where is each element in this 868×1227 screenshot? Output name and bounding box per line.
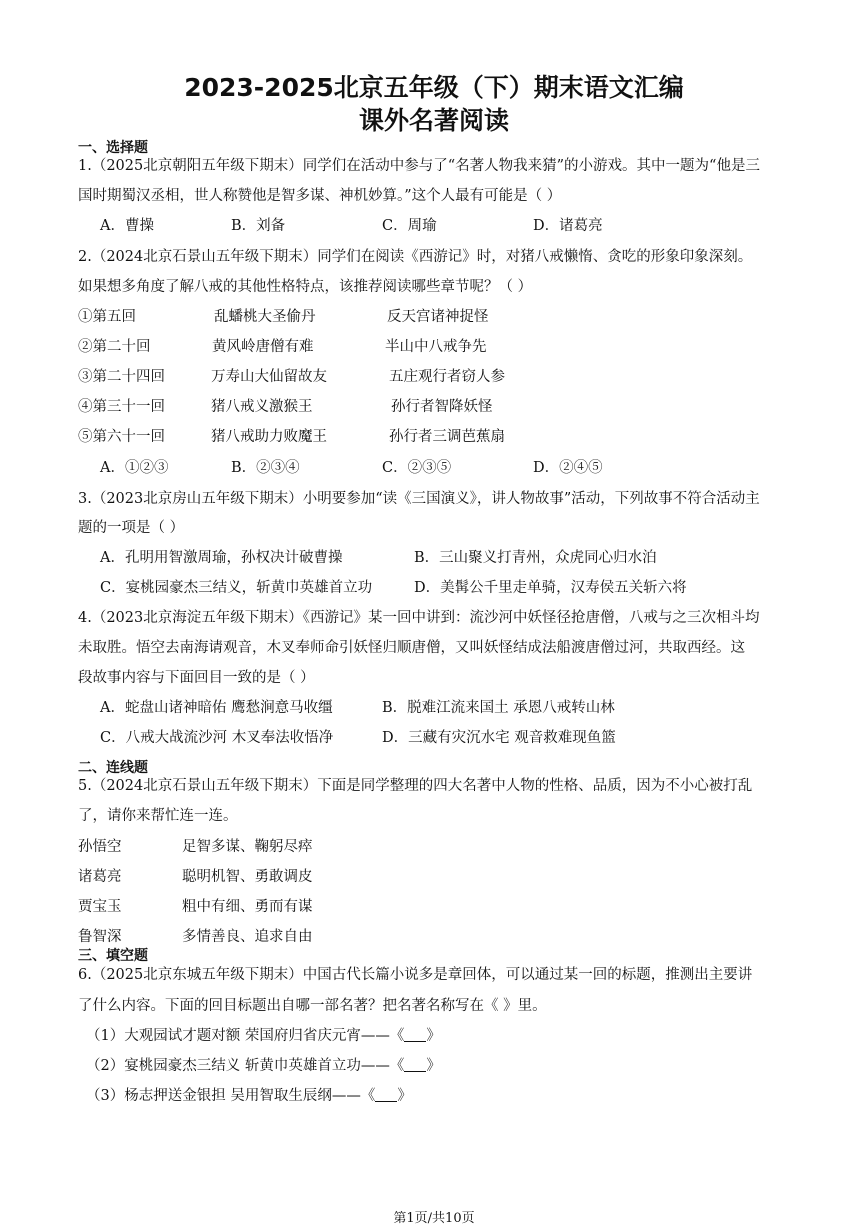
q2-option-a: A．①②③ — [100, 460, 169, 476]
q4-option-a: A．蛇盘山诸神暗佑 鹰愁涧意马收缰 — [100, 700, 333, 716]
q6-item — [86, 1084, 412, 1105]
q2-chapter-num: ③第二十四回 — [78, 369, 165, 385]
question-3-line-2: 题的一项是（ ） — [78, 520, 185, 536]
q2-chapter-num: ②第二十回 — [78, 339, 151, 355]
q3-option-a: A．孔明用智激周瑜，孙权决计破曹操 — [100, 550, 343, 566]
section-heading-choice: 一、选择题 — [78, 140, 148, 156]
question-4-line-3: 段故事内容与下面回目一致的是（ ） — [78, 670, 315, 686]
answer-blank[interactable] — [375, 1087, 397, 1103]
q2-chapter-title-a: 猪八戒义激猴王 — [211, 399, 313, 415]
question-5-line-2: 了，请你来帮忙连一连。 — [78, 808, 238, 824]
q6-item-text: （3）杨志押送金银担 吴用智取生辰纲——《 — [86, 1088, 376, 1104]
section-heading-matching: 二、连线题 — [78, 760, 148, 776]
q2-chapter-title-b: 半山中八戒争先 — [385, 339, 487, 355]
q4-option-c: C．八戒大战流沙河 木叉奉法收悟净 — [100, 730, 334, 746]
q5-trait: 足智多谋、鞠躬尽瘁 — [182, 839, 313, 855]
q6-item — [86, 1024, 441, 1045]
q2-chapter-title-b: 孙行者智降妖怪 — [391, 399, 493, 415]
q6-item-text: （2）宴桃园豪杰三结义 斩黄巾英雄首立功——《 — [86, 1058, 405, 1074]
question-4-line-1: 4.（2023北京海淀五年级下期末）《西游记》某一回中讲到：流沙河中妖怪径抢唐僧，八戒与之三次相斗均 — [78, 610, 760, 626]
question-4-line-2: 未取胜。悟空去南海请观音，木叉奉师命引妖怪归顺唐僧，又叫妖怪结成法船渡唐僧过河，共取西经。这 — [78, 640, 745, 656]
q2-chapter-title-a: 黄风岭唐僧有难 — [212, 339, 314, 355]
q4-option-b: B．脱难江流来国土 承恩八戒转山林 — [382, 700, 615, 716]
page-title: 2023-2025北京五年级（下）期末语文汇编 — [184, 73, 684, 102]
q4-option-d: D．三藏有灾沉水宅 观音救难现鱼篮 — [382, 730, 616, 746]
q2-chapter-title-a: 乱蟠桃大圣偷丹 — [214, 309, 316, 325]
q6-item-close: 》 — [426, 1058, 441, 1074]
q6-item-close: 》 — [397, 1088, 412, 1104]
q6-item-close: 》 — [426, 1028, 441, 1044]
q3-option-d: D．美髯公千里走单骑，汉寿侯五关斩六将 — [414, 580, 687, 596]
page-subtitle: 课外名著阅读 — [358, 106, 509, 135]
question-5-line-1: 5.（2024北京石景山五年级下期末）下面是同学整理的四大名著中人物的性格、品质，因为不小心被打乱 — [78, 778, 753, 794]
q5-trait: 粗中有细、勇而有谋 — [182, 899, 313, 915]
q6-item — [86, 1054, 441, 1075]
q2-chapter-num: ⑤第六十一回 — [78, 429, 165, 445]
section-heading-fill-in: 三、填空题 — [78, 948, 148, 964]
q5-trait: 多情善良、追求自由 — [182, 929, 313, 945]
q2-option-d: D．②④⑤ — [533, 460, 603, 476]
question-3-line-1: 3.（2023北京房山五年级下期末）小明要参加“读《三国演义》，讲人物故事”活动，下列故事不符合活动主 — [78, 491, 760, 507]
page-footer: 第1页/共10页 — [393, 1211, 475, 1226]
q5-character-name: 诸葛亮 — [78, 869, 122, 885]
q3-option-b: B．三山聚义打青州，众虎同心归水泊 — [414, 550, 657, 566]
q1-option-c: C．周瑜 — [382, 218, 437, 234]
q2-option-b: B．②③④ — [231, 460, 300, 476]
q5-trait: 聪明机智、勇敢调皮 — [182, 869, 313, 885]
q1-option-a: A．曹操 — [100, 218, 154, 234]
q2-chapter-title-b: 孙行者三调芭蕉扇 — [389, 429, 505, 445]
question-1-line-1: 1.（2025北京朝阳五年级下期末）同学们在活动中参与了“名著人物我来猜”的小游戏。其中一题为“他是三 — [78, 158, 760, 174]
question-2-line-1: 2.（2024北京石景山五年级下期末）同学们在阅读《西游记》时，对猪八戒懒惰、贪吃的形象印象深刻。 — [78, 249, 753, 265]
q2-option-c: C．②③⑤ — [382, 460, 452, 476]
q1-option-b: B．刘备 — [231, 218, 286, 234]
q3-option-c: C．宴桃园豪杰三结义，斩黄巾英雄首立功 — [100, 580, 373, 596]
question-1-line-2: 国时期蜀汉丞相，世人称赞他是智多谋、神机妙算。”这个人最有可能是（ ） — [78, 188, 562, 204]
q2-chapter-title-a: 猪八戒助力败魔王 — [211, 429, 327, 445]
answer-blank[interactable] — [404, 1027, 426, 1043]
q6-item-text: （1）大观园试才题对额 荣国府归省庆元宵——《 — [86, 1028, 405, 1044]
q5-character-name: 孙悟空 — [78, 839, 122, 855]
q1-option-d: D．诸葛亮 — [533, 218, 603, 234]
q5-character-name: 贾宝玉 — [78, 899, 122, 915]
question-6-line-1: 6.（2025北京东城五年级下期末）中国古代长篇小说多是章回体，可以通过某一回的标题，推测出主要讲 — [78, 967, 753, 983]
question-6-line-2: 了什么内容。下面的回目标题出自哪一部名著？把名著名称写在《 》里。 — [78, 998, 547, 1014]
q2-chapter-title-b: 五庄观行者窃人参 — [389, 369, 505, 385]
question-2-line-2: 如果想多角度了解八戒的其他性格特点，该推荐阅读哪些章节呢？（ ） — [78, 279, 533, 295]
q2-chapter-title-b: 反天宫诸神捉怪 — [387, 309, 489, 325]
q2-chapter-title-a: 万寿山大仙留故友 — [211, 369, 327, 385]
q2-chapter-num: ①第五回 — [78, 309, 136, 325]
answer-blank[interactable] — [404, 1057, 426, 1073]
q2-chapter-num: ④第三十一回 — [78, 399, 165, 415]
q5-character-name: 鲁智深 — [78, 929, 122, 945]
